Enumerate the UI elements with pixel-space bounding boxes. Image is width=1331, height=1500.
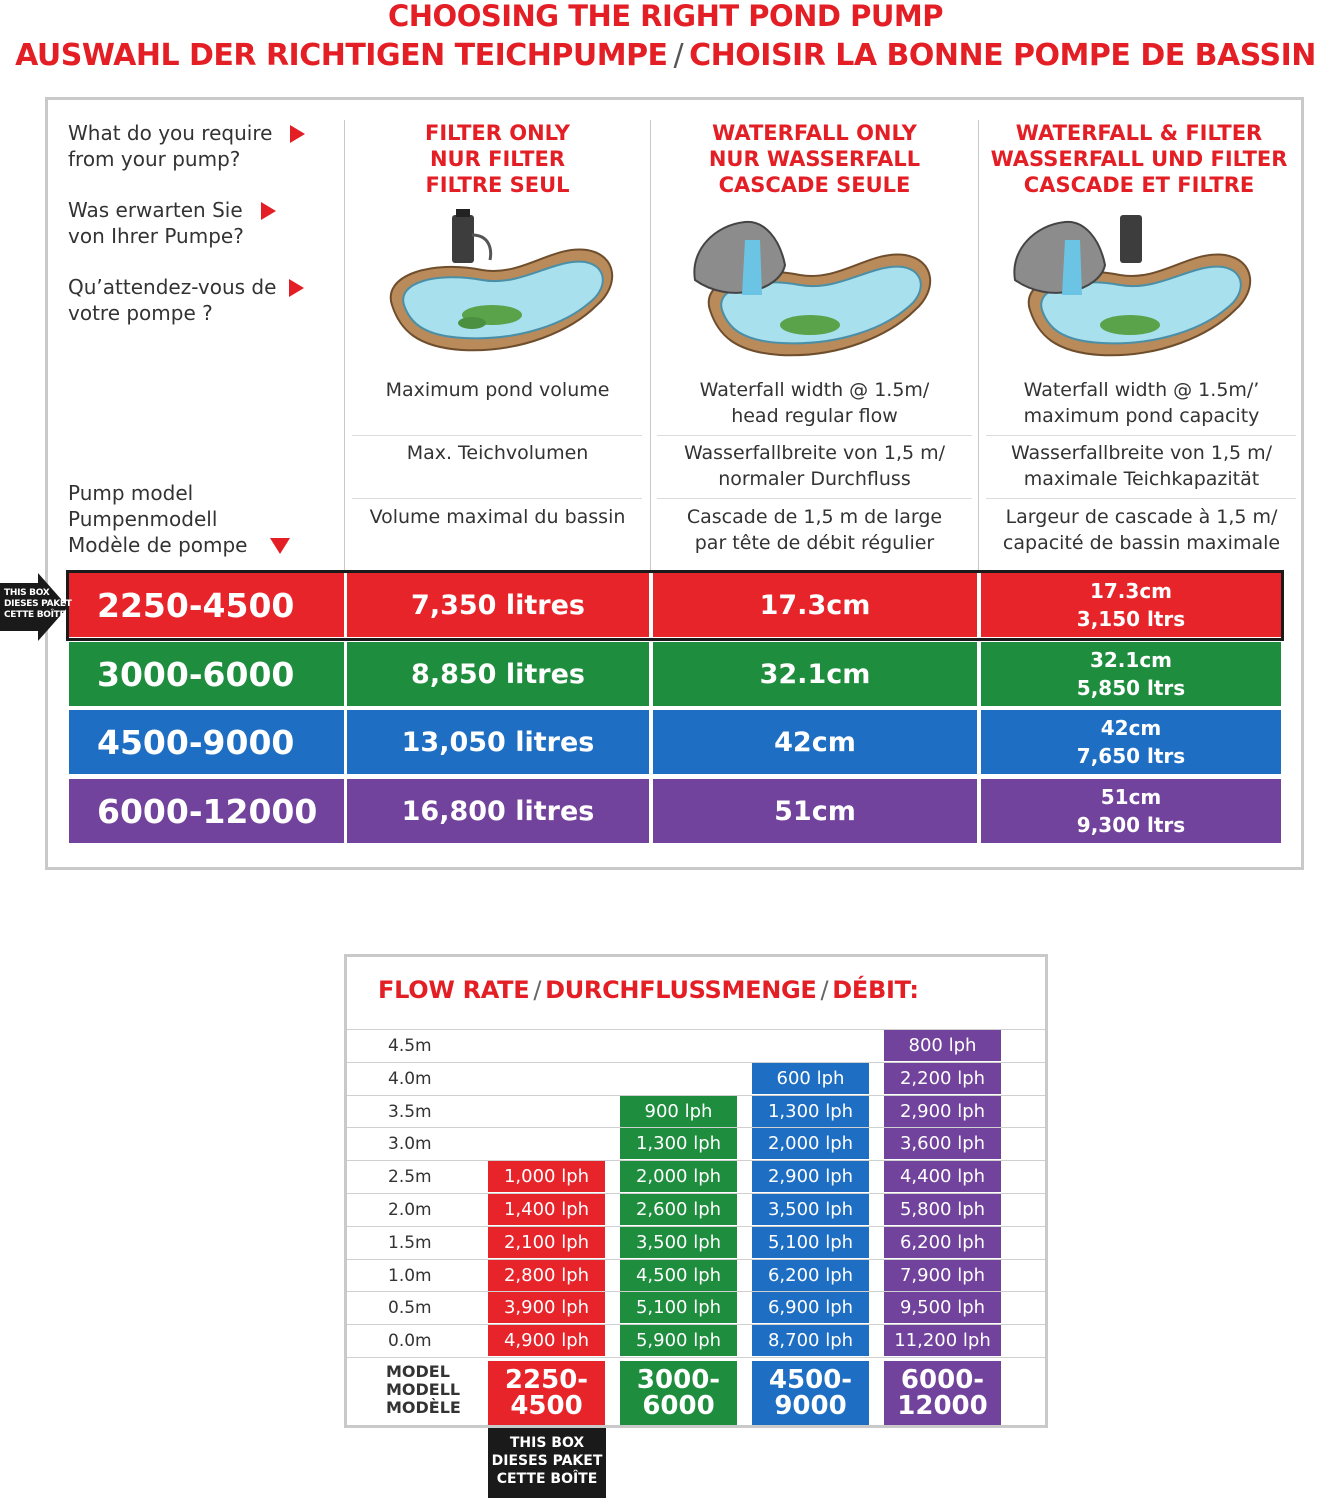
title-slash: / bbox=[673, 38, 684, 73]
desc-waterfall-fr bbox=[651, 504, 978, 556]
model-number-bottom: 9000 bbox=[774, 1391, 847, 1421]
head-tick-label: 2.5m bbox=[388, 1167, 432, 1187]
head-tick-label: 2.0m bbox=[388, 1200, 432, 1220]
flow-rate-cell: 2,100 lph bbox=[488, 1227, 605, 1258]
flow-rate-cell: 6,900 lph bbox=[752, 1292, 869, 1323]
flow-rate-cell: 11,200 lph bbox=[884, 1325, 1001, 1356]
pond-waterfall-icon bbox=[690, 210, 940, 360]
desc-line: Volume maximal du bassin bbox=[369, 506, 626, 528]
head-tick-label: 0.0m bbox=[388, 1331, 432, 1351]
heading-waterfall-filter bbox=[979, 120, 1299, 198]
waterfall-cell: 32.1cm bbox=[653, 642, 977, 706]
desc-both-fr bbox=[979, 504, 1304, 556]
flow-rate-cell: 5,900 lph bbox=[620, 1325, 737, 1356]
flow-rate-cell: 3,600 lph bbox=[884, 1128, 1001, 1159]
flow-rate-cell: 6,200 lph bbox=[884, 1227, 1001, 1258]
question-de-line1: Was erwarten Sie bbox=[68, 198, 243, 222]
flow-rate-cell: 9,500 lph bbox=[884, 1292, 1001, 1323]
desc-filter-en bbox=[345, 377, 650, 403]
flow-rate-cell: 1,300 lph bbox=[752, 1096, 869, 1127]
divider bbox=[657, 435, 972, 436]
waterfall-width: 42cm bbox=[1100, 716, 1162, 740]
waterfall-cell: 42cm bbox=[653, 710, 977, 774]
model-number-top: 2250- bbox=[504, 1365, 589, 1395]
desc-line: normaler Durchfluss bbox=[718, 468, 911, 490]
this-box-de: DIESES PAKET bbox=[4, 599, 72, 609]
model-number-top: 4500- bbox=[768, 1365, 853, 1395]
heading-line: WASSERFALL UND FILTER bbox=[990, 147, 1288, 171]
model-label-fr: MODÈLE bbox=[386, 1398, 461, 1417]
desc-line: Maximum pond volume bbox=[385, 379, 610, 401]
model-number-bottom: 12000 bbox=[897, 1391, 988, 1421]
question-en bbox=[68, 120, 272, 172]
desc-line: maximale Teichkapazität bbox=[1023, 468, 1260, 490]
heading-line: WATERFALL & FILTER bbox=[1015, 121, 1263, 145]
question-fr-line1: Qu’attendez-vous de bbox=[68, 275, 277, 299]
flow-rate-cell: 2,000 lph bbox=[620, 1161, 737, 1192]
grid-line bbox=[347, 1357, 1045, 1358]
flow-rate-cell: 2,200 lph bbox=[884, 1063, 1001, 1094]
desc-waterfall-de bbox=[651, 440, 978, 492]
question-fr bbox=[68, 274, 276, 326]
flow-rate-cell: 5,800 lph bbox=[884, 1194, 1001, 1225]
head-tick-label: 3.0m bbox=[388, 1134, 432, 1154]
model-cell: 6000-12000 bbox=[69, 779, 344, 843]
table-row bbox=[69, 779, 1281, 843]
waterfall-filter-cell bbox=[981, 573, 1281, 637]
flow-rate-cell: 1,300 lph bbox=[620, 1128, 737, 1159]
divider bbox=[986, 498, 1296, 499]
flow-model-box bbox=[752, 1361, 869, 1425]
right-arrow-icon bbox=[289, 279, 304, 297]
flow-rate-cell: 8,700 lph bbox=[752, 1325, 869, 1356]
heading-line: FILTER ONLY bbox=[425, 121, 570, 145]
pond-capacity: 3,150 ltrs bbox=[1076, 607, 1186, 631]
head-tick-label: 1.0m bbox=[388, 1266, 432, 1286]
heading-line: FILTRE SEUL bbox=[425, 173, 570, 197]
pond-filter-icon bbox=[372, 205, 622, 355]
this-box-fr: CETTE BOÎTE bbox=[496, 1471, 598, 1487]
pond-capacity: 7,650 ltrs bbox=[1076, 744, 1186, 768]
desc-line: Largeur de cascade à 1,5 m/ bbox=[1005, 506, 1278, 528]
model-label-de: MODELL bbox=[386, 1380, 461, 1399]
flow-rate-cell: 800 lph bbox=[884, 1030, 1001, 1061]
flow-rate-cell: 1,000 lph bbox=[488, 1161, 605, 1192]
question-de bbox=[68, 197, 244, 249]
model-cell: 2250-4500 bbox=[69, 573, 344, 637]
down-arrow-icon bbox=[270, 538, 290, 554]
flow-rate-cell: 600 lph bbox=[752, 1063, 869, 1094]
desc-waterfall-en bbox=[651, 377, 978, 429]
flow-rate-cell: 4,400 lph bbox=[884, 1161, 1001, 1192]
title-slash: / bbox=[533, 976, 542, 1004]
pump-model-de: Pumpenmodell bbox=[68, 507, 218, 531]
table-row bbox=[69, 642, 1281, 706]
desc-line: Waterfall width @ 1.5m/ bbox=[699, 379, 930, 401]
flow-rate-cell: 5,100 lph bbox=[752, 1227, 869, 1258]
flow-title-en: FLOW RATE bbox=[378, 976, 530, 1004]
flow-rate-cell: 6,200 lph bbox=[752, 1260, 869, 1291]
flow-rate-cell: 3,900 lph bbox=[488, 1292, 605, 1323]
waterfall-cell: 17.3cm bbox=[653, 573, 977, 637]
desc-line: head regular flow bbox=[731, 405, 898, 427]
flow-model-box bbox=[620, 1361, 737, 1425]
desc-both-de bbox=[979, 440, 1304, 492]
right-arrow-icon bbox=[290, 125, 305, 143]
flow-rate-cell: 2,900 lph bbox=[884, 1096, 1001, 1127]
waterfall-filter-cell bbox=[981, 779, 1281, 843]
flow-rate-cell: 2,800 lph bbox=[488, 1260, 605, 1291]
this-box-en: THIS BOX bbox=[509, 1435, 585, 1451]
flow-rate-cell: 7,900 lph bbox=[884, 1260, 1001, 1291]
flow-rate-cell: 3,500 lph bbox=[620, 1227, 737, 1258]
pump-model-label bbox=[68, 480, 247, 558]
question-en-line2: from your pump? bbox=[68, 147, 241, 171]
desc-line: Cascade de 1,5 m de large bbox=[686, 506, 943, 528]
this-box-fr: CETTE BOÎTE bbox=[4, 610, 66, 620]
head-tick-label: 4.0m bbox=[388, 1069, 432, 1089]
divider bbox=[986, 435, 1296, 436]
model-cell: 4500-9000 bbox=[69, 710, 344, 774]
desc-line: capacité de bassin maximale bbox=[1002, 532, 1281, 554]
pump-model-en: Pump model bbox=[68, 481, 194, 505]
title-slash: / bbox=[820, 976, 829, 1004]
model-number-top: 6000- bbox=[900, 1365, 985, 1395]
filter-cell: 16,800 litres bbox=[347, 779, 649, 843]
pond-waterfall-filter-icon bbox=[1010, 210, 1260, 360]
waterfall-width: 32.1cm bbox=[1089, 648, 1173, 672]
head-tick-label: 0.5m bbox=[388, 1298, 432, 1318]
head-tick-label: 1.5m bbox=[388, 1233, 432, 1253]
heading-line: WATERFALL ONLY bbox=[712, 121, 917, 145]
desc-line: Waterfall width @ 1.5m/’ bbox=[1023, 379, 1260, 401]
heading-line: NUR FILTER bbox=[429, 147, 565, 171]
question-de-line2: von Ihrer Pumpe? bbox=[68, 224, 244, 248]
waterfall-filter-cell bbox=[981, 642, 1281, 706]
filter-cell: 8,850 litres bbox=[347, 642, 649, 706]
heading-line: NUR WASSERFALL bbox=[708, 147, 921, 171]
desc-line: Max. Teichvolumen bbox=[406, 442, 589, 464]
desc-line: par tête de débit régulier bbox=[694, 532, 935, 554]
flow-rate-cell: 900 lph bbox=[620, 1096, 737, 1127]
desc-both-en bbox=[979, 377, 1304, 429]
this-box-label bbox=[4, 588, 72, 621]
desc-filter-de bbox=[345, 440, 650, 466]
table-row bbox=[69, 710, 1281, 774]
pond-capacity: 5,850 ltrs bbox=[1076, 676, 1186, 700]
heading-waterfall-only bbox=[651, 120, 978, 198]
flow-title bbox=[378, 975, 919, 1005]
flow-title-fr: DÉBIT: bbox=[832, 976, 919, 1004]
waterfall-filter-cell bbox=[981, 710, 1281, 774]
heading-line: CASCADE SEULE bbox=[718, 173, 911, 197]
this-box-en: THIS BOX bbox=[4, 588, 50, 598]
flow-title-de: DURCHFLUSSMENGE bbox=[545, 976, 817, 1004]
flow-this-box-label bbox=[488, 1428, 606, 1498]
model-number-bottom: 4500 bbox=[510, 1391, 583, 1421]
divider bbox=[352, 498, 642, 499]
model-number-bottom: 6000 bbox=[642, 1391, 715, 1421]
subtitle-fr: CHOISIR LA BONNE POMPE DE BASSIN bbox=[689, 38, 1316, 73]
question-en-line1: What do you require bbox=[68, 121, 273, 145]
waterfall-width: 17.3cm bbox=[1089, 579, 1173, 603]
model-label-en: MODEL bbox=[386, 1362, 450, 1381]
flow-model-box bbox=[884, 1361, 1001, 1425]
pump-model-fr: Modèle de pompe bbox=[68, 533, 248, 557]
model-number-top: 3000- bbox=[636, 1365, 721, 1395]
waterfall-width: 51cm bbox=[1100, 785, 1162, 809]
head-tick-label: 4.5m bbox=[388, 1036, 432, 1056]
flow-rate-cell: 1,400 lph bbox=[488, 1194, 605, 1225]
model-cell: 3000-6000 bbox=[69, 642, 344, 706]
page-title: CHOOSING THE RIGHT POND PUMP bbox=[388, 0, 943, 33]
flow-model-box bbox=[488, 1361, 605, 1425]
filter-cell: 13,050 litres bbox=[347, 710, 649, 774]
flow-rate-cell: 4,500 lph bbox=[620, 1260, 737, 1291]
question-fr-line2: votre pompe ? bbox=[68, 301, 213, 325]
right-arrow-icon bbox=[261, 202, 276, 220]
heading-line: CASCADE ET FILTRE bbox=[1023, 173, 1255, 197]
flow-rate-cell: 3,500 lph bbox=[752, 1194, 869, 1225]
filter-cell: 7,350 litres bbox=[347, 573, 649, 637]
desc-line: Wasserfallbreite von 1,5 m/ bbox=[1010, 442, 1273, 464]
flow-rate-cell: 5,100 lph bbox=[620, 1292, 737, 1323]
page-subtitle bbox=[0, 38, 1331, 74]
divider bbox=[352, 435, 642, 436]
desc-line: maximum pond capacity bbox=[1023, 405, 1260, 427]
desc-filter-fr bbox=[345, 504, 650, 530]
flow-rate-cell: 4,900 lph bbox=[488, 1325, 605, 1356]
flow-rate-cell: 2,900 lph bbox=[752, 1161, 869, 1192]
flow-rate-cell: 2,000 lph bbox=[752, 1128, 869, 1159]
flow-rate-cell: 2,600 lph bbox=[620, 1194, 737, 1225]
desc-line: Wasserfallbreite von 1,5 m/ bbox=[683, 442, 946, 464]
pond-capacity: 9,300 ltrs bbox=[1076, 813, 1186, 837]
divider bbox=[657, 498, 972, 499]
this-box-de: DIESES PAKET bbox=[491, 1453, 603, 1469]
subtitle-de: AUSWAHL DER RICHTIGEN TEICHPUMPE bbox=[15, 38, 668, 73]
flow-model-label bbox=[386, 1363, 461, 1417]
table-row bbox=[69, 573, 1281, 637]
head-tick-label: 3.5m bbox=[388, 1102, 432, 1122]
heading-filter-only bbox=[345, 120, 650, 198]
waterfall-cell: 51cm bbox=[653, 779, 977, 843]
